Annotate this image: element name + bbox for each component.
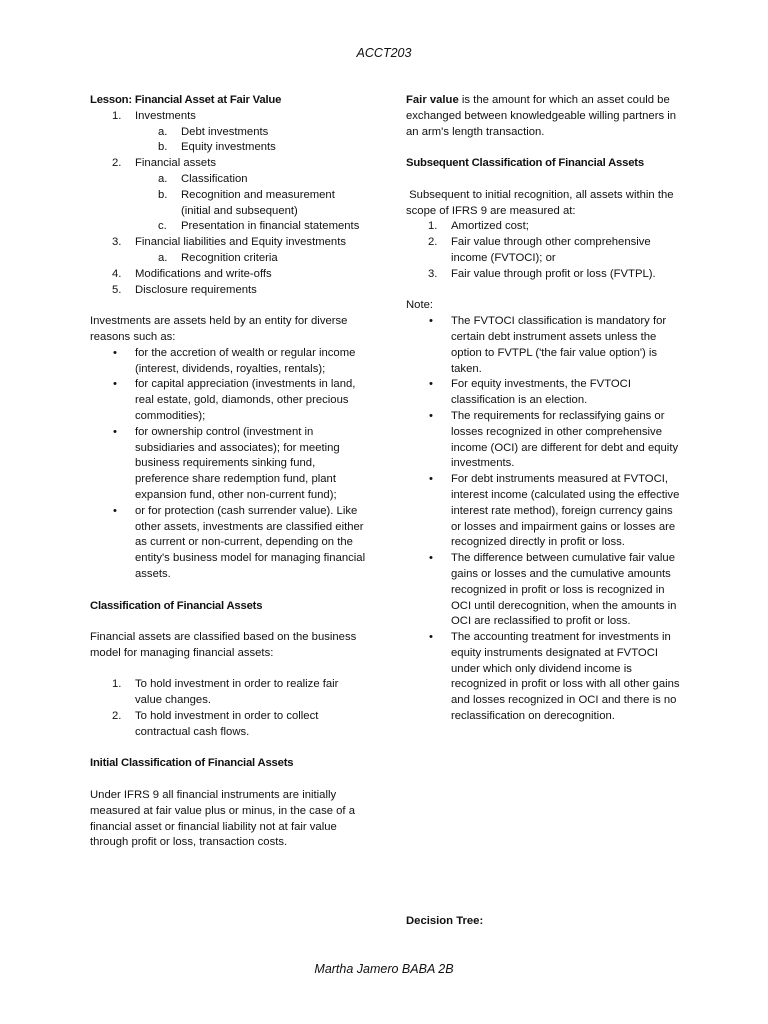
fair-value-definition: is the amount for which an asset could be exchanged between knowledgeable willing partners in an arm's length transaction. — [406, 94, 677, 138]
outline-item: 2. Financial assets a. Classification b. Recognition and measurement (initial and subsequent) c. Presentation in financial statements — [90, 156, 366, 235]
list-item: • The difference between cumulative fair value gains or losses and the cumulative amounts recognized in profit or loss is recognized in OCI until derecognition, when the amounts in OCI are reclassified to profit or loss. — [429, 552, 677, 628]
bullet-icon: • — [113, 504, 117, 517]
bullet-icon: • — [113, 378, 117, 391]
fair-value-paragraph — [406, 93, 684, 140]
measurement-list — [406, 219, 684, 282]
list-item: • For equity investments, the FVTOCI classification is an election. — [429, 378, 631, 407]
page-header: ACCT203 — [356, 46, 412, 60]
bullet-icon: • — [429, 473, 433, 486]
list-item: 2. To hold investment in order to collect contractual cash flows. — [112, 710, 319, 738]
list-item: • or for protection (cash surrender value). Like other assets, investments are classified either as current or non-current, depending on the entity's business model for managing financial assets. — [113, 504, 366, 580]
bullet-icon: • — [429, 552, 433, 565]
outline-item: 5. Disclosure requirements — [112, 283, 257, 296]
investments-intro: Investments are assets held by an entity for diverse reasons such as: — [90, 315, 348, 343]
outline-subitem: b. Recognition and measurement (initial and subsequent) — [158, 188, 335, 217]
outline-subitem: a. Debt investments — [158, 125, 269, 138]
notes-list — [406, 314, 684, 725]
outline-subitem: a. Recognition criteria — [158, 251, 278, 264]
list-item: • The FVTOCI classification is mandatory for certain debt instrument assets unless the option to FVTPL ('the fair value option') is taken. — [429, 315, 667, 375]
list-item: • for the accretion of wealth or regular income (interest, dividends, royalties, rentals); — [113, 346, 356, 375]
right-column — [406, 93, 684, 725]
outline-item: 1. Investments a. Debt investments b. Equity investments — [90, 109, 366, 156]
outline-subitem: a. Classification — [158, 172, 248, 185]
investment-reasons-list — [90, 346, 366, 583]
classification-list — [90, 677, 366, 740]
classification-title: Classification of Financial Assets — [90, 599, 263, 612]
initial-classification-title: Initial Classification of Financial Assets — [90, 757, 294, 770]
outline-subitem: b. Equity investments — [158, 141, 276, 154]
list-item: 1. To hold investment in order to realize fair value changes. — [112, 678, 339, 707]
bullet-icon: • — [113, 425, 117, 438]
bullet-icon: • — [429, 315, 433, 328]
list-item: • For debt instruments measured at FVTOCI, interest income (calculated using the effective interest rate method), foreign currency gains or losses and impairment gains or losses are recognized directly in profit or loss. — [429, 473, 680, 549]
classification-text: Financial assets are classified based on the business model for managing financial assets: — [90, 631, 357, 659]
lesson-outline — [90, 109, 366, 299]
bullet-icon: • — [429, 631, 433, 644]
list-item: 1. Amortized cost; — [428, 220, 529, 233]
list-item: • The requirements for reclassifying gains or losses recognized in other comprehensive income (OCI) are different for debt and equity investments. — [429, 409, 679, 470]
bullet-icon: • — [113, 346, 117, 359]
fair-value-term: Fair value — [406, 94, 459, 106]
page-footer: Martha Jamero BABA 2B — [314, 962, 454, 976]
outline-item: 4. Modifications and write-offs — [112, 267, 272, 280]
list-item: • for ownership control (investment in subsidiaries and associates); for meeting business requirements sinking fund, preference share redemption fund, plant expansion fund, other non-current fund); — [113, 425, 340, 501]
list-item: • for capital appreciation (investments in land, real estate, gold, diamonds, other precious commodities); — [113, 378, 356, 422]
lesson-title: Lesson: Financial Asset at Fair Value — [90, 94, 282, 106]
list-item: 2. Fair value through other comprehensive income (FVTOCI); or — [428, 236, 651, 264]
subsequent-text: Subsequent to initial recognition, all assets within the scope of IFRS 9 are measured at: — [406, 188, 677, 217]
decision-tree-label: Decision Tree: — [406, 915, 484, 927]
subsequent-classification-title: Subsequent Classification of Financial Assets — [406, 157, 644, 170]
list-item: 3. Fair value through profit or loss (FVTPL). — [428, 267, 656, 280]
bullet-icon: • — [429, 378, 433, 391]
outline-subitem: c. Presentation in financial statements — [158, 220, 360, 233]
outline-item: 3. Financial liabilities and Equity investments a. Recognition criteria — [90, 235, 366, 267]
left-column — [90, 93, 366, 851]
initial-classification-text: Under IFRS 9 all financial instruments are initially measured at fair value plus or minus, in the case of a financial asset or financial liability not at fair value through profit or loss, transaction costs. — [90, 789, 355, 849]
note-label: Note: — [406, 299, 434, 312]
bullet-icon: • — [429, 409, 433, 422]
list-item: • The accounting treatment for investments in equity instruments designated at FVTOCI under which only dividend income is recognized in profit or loss with all other gains and losses recognized in OCI and there is no reclassification on derecognition. — [429, 631, 680, 723]
